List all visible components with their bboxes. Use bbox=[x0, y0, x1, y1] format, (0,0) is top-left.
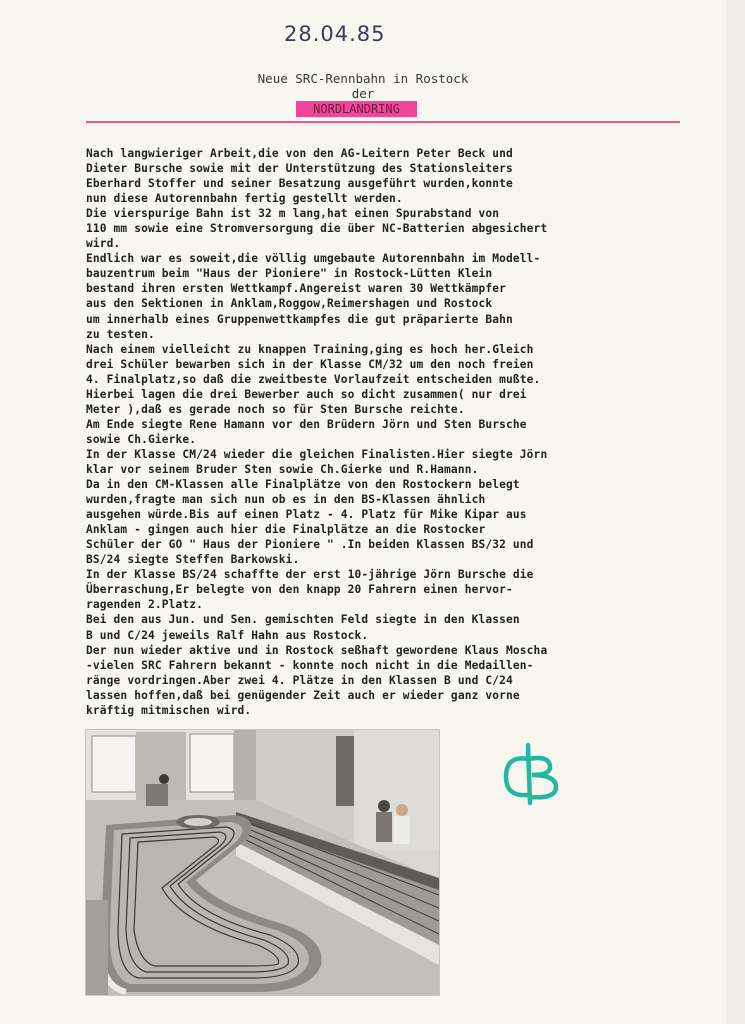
title-line-2: der bbox=[351, 86, 375, 101]
title-underline bbox=[86, 121, 680, 123]
body-line: sowie Ch.Gierke. bbox=[86, 432, 197, 446]
body-line: Anklam - gingen auch hier die Finalplätze an die Rostocker bbox=[86, 523, 486, 537]
body-line: In der Klasse BS/24 schaffte der erst 10-jährige Jörn Bursche die bbox=[86, 568, 534, 582]
body-line: 110 mm sowie eine Stromversorgung die über NC-Batterien abgesichert bbox=[86, 222, 548, 236]
body-line: kräftig mitmischen wird. bbox=[86, 703, 252, 717]
body-line: B und C/24 jeweils Ralf Hahn aus Rostock. bbox=[86, 628, 369, 642]
handwritten-date: 28.04.85 bbox=[284, 22, 386, 46]
body-line: bauzentrum beim "Haus der Pioniere" in Rostock-Lütten Klein bbox=[86, 267, 493, 281]
body-line: Nach einem vielleicht zu knappen Training,ging es hoch her.Gleich bbox=[86, 342, 534, 356]
body-line: zu testen. bbox=[86, 327, 155, 341]
body-line: Die vierspurige Bahn ist 32 m lang,hat einen Spurabstand von bbox=[86, 207, 500, 221]
cb-monogram-icon bbox=[500, 737, 564, 807]
body-line: Meter ),daß es gerade noch so für Sten Bursche reichte. bbox=[86, 402, 465, 416]
body-line: wurden,fragte man sich nun ob es in den BS-Klassen ähnlich bbox=[86, 493, 486, 507]
body-line: um innerhalb eines Gruppenwettkampfes die gut präparierte Bahn bbox=[86, 312, 513, 326]
body-line: Bei den aus Jun. und Sen. gemischten Feld siegte in den Klassen bbox=[86, 613, 520, 627]
race-track-photo bbox=[85, 729, 440, 996]
body-line: wird. bbox=[86, 237, 121, 251]
body-line: Hierbei lagen die drei Bewerber auch so dicht zusammen( nur drei bbox=[86, 387, 527, 401]
body-line: Dieter Bursche sowie mit der Unterstützung des Stationsleiters bbox=[86, 162, 513, 176]
body-line: ränge vordringen.Aber zwei 4. Plätze in den Klassen B und C/24 bbox=[86, 673, 513, 687]
body-line: Endlich war es soweit,die völlig umgebaute Autorennbahn im Modell- bbox=[86, 252, 541, 266]
title-highlight: NORDLANDRING bbox=[296, 101, 417, 117]
body-line: aus den Sektionen in Anklam,Roggow,Reimershagen und Rostock bbox=[86, 297, 493, 311]
title-line-1: Neue SRC-Rennbahn in Rostock bbox=[257, 71, 469, 86]
body-line: 4. Finalplatz,so daß die zweitbeste Vorlaufzeit entscheiden mußte. bbox=[86, 372, 541, 386]
body-line: Überraschung,Er belegte von den knapp 20 Fahrern einen hervor- bbox=[86, 583, 513, 597]
body-line: klar vor seinem Bruder Sten sowie Ch.Gierke und R.Hamann. bbox=[86, 462, 479, 476]
body-line: bestand ihren ersten Wettkampf.Angereist waren 30 Wettkämpfer bbox=[86, 282, 507, 296]
body-line: ausgehen würde.Bis auf einen Platz - 4. Platz für Mike Kipar aus bbox=[86, 508, 527, 522]
body-line: drei Schüler bewarben sich in der Klasse CM/32 um den noch freien bbox=[86, 357, 534, 371]
body-line: -vielen SRC Fahrern bekannt - konnte noch nicht in die Medaillen- bbox=[86, 658, 534, 672]
scan-edge bbox=[726, 0, 745, 1024]
body-line: ragenden 2.Platz. bbox=[86, 598, 204, 612]
body-line: Schüler der GO " Haus der Pioniere " .In beiden Klassen BS/32 und bbox=[86, 538, 534, 552]
body-line: Nach langwieriger Arbeit,die von den AG-Leitern Peter Beck und bbox=[86, 147, 513, 160]
body-line: Da in den CM-Klassen alle Finalplätze von den Rostockern belegt bbox=[86, 478, 520, 492]
body-line: Am Ende siegte Rene Hamann vor den Brüdern Jörn und Sten Bursche bbox=[86, 417, 527, 431]
body-line: BS/24 siegte Steffen Barkowski. bbox=[86, 553, 300, 567]
body-line: In der Klasse CM/24 wieder die gleichen Finalisten.Hier siegte Jörn bbox=[86, 447, 548, 461]
body-line: nun diese Autorennbahn fertig gestellt werden. bbox=[86, 192, 403, 206]
body-line: Der nun wieder aktive und in Rostock seßhaft gewordene Klaus Moscha bbox=[86, 643, 548, 657]
photo-icon bbox=[86, 730, 439, 995]
body-line: Eberhard Stoffer und seiner Besatzung ausgeführt wurden,konnte bbox=[86, 177, 513, 191]
body-line: lassen hoffen,daß bei genügender Zeit auch er wieder ganz vorne bbox=[86, 688, 520, 702]
article-body bbox=[86, 146, 696, 718]
